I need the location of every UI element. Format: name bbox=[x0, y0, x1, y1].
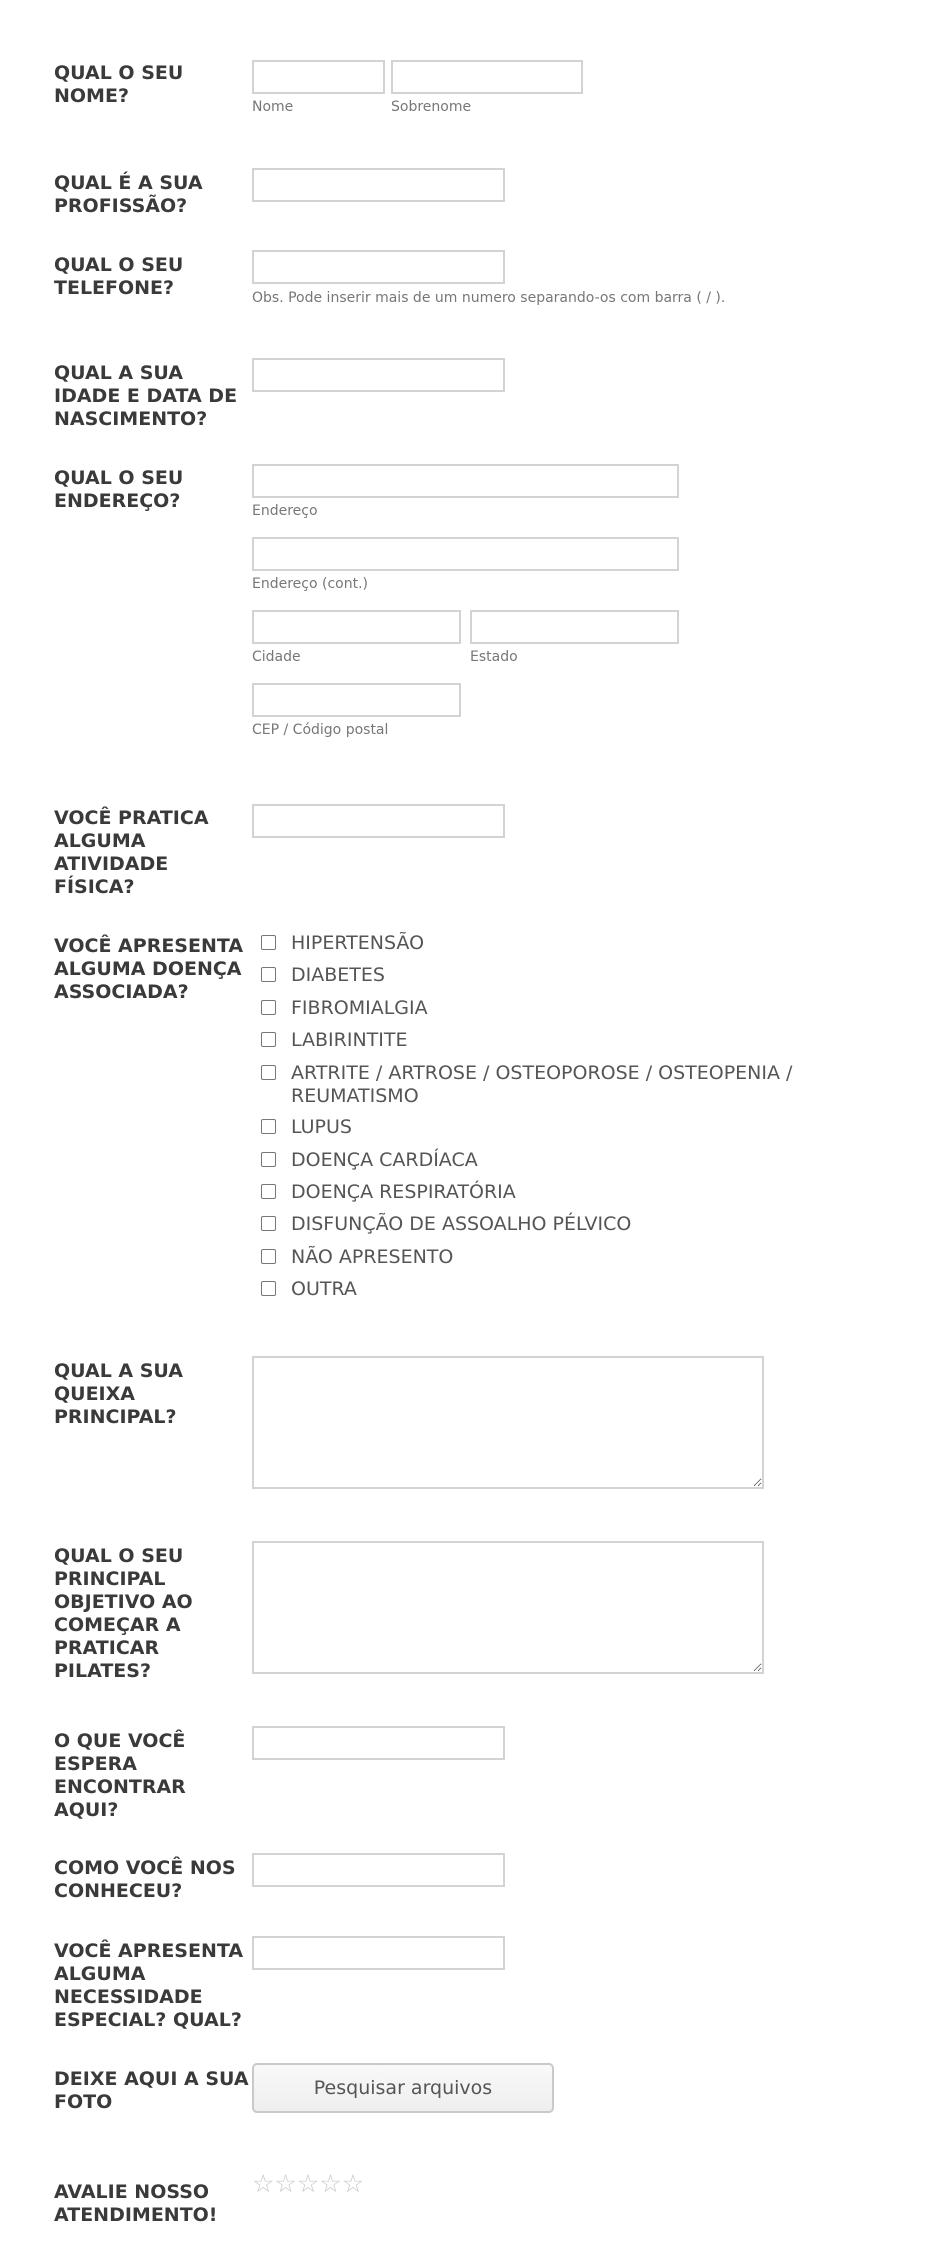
disease-option[interactable] bbox=[261, 1181, 821, 1204]
city-sublabel: Cidade bbox=[252, 649, 301, 665]
disease-option-label: ARTRITE / ARTROSE / OSTEOPOROSE / OSTEOPENIA / REUMATISMO bbox=[291, 1061, 793, 1107]
address-line2-input[interactable] bbox=[252, 537, 679, 571]
rating-stars bbox=[252, 2171, 364, 2196]
disease-checkbox[interactable] bbox=[261, 1216, 276, 1231]
question-nome: QUAL O SEU NOME? bbox=[54, 62, 184, 107]
star-icon[interactable]: ☆ bbox=[319, 2169, 342, 2198]
main-goal-textarea[interactable] bbox=[252, 1541, 764, 1674]
disease-option-label: DIABETES bbox=[291, 964, 385, 987]
disease-option[interactable] bbox=[261, 1116, 821, 1139]
question-profissao: QUAL É A SUA PROFISSÃO? bbox=[54, 172, 203, 217]
disease-option-label: DOENÇA CARDÍACA bbox=[291, 1148, 478, 1171]
zip-input[interactable] bbox=[252, 683, 461, 717]
disease-option[interactable] bbox=[261, 1213, 821, 1236]
question-idade: QUAL A SUA IDADE E DATA DE NASCIMENTO? bbox=[54, 362, 238, 430]
disease-checkbox[interactable] bbox=[261, 1065, 276, 1080]
question-queixa: QUAL A SUA QUEIXA PRINCIPAL? bbox=[54, 1360, 183, 1428]
disease-option-label: FIBROMIALGIA bbox=[291, 996, 428, 1019]
phone-note: Obs. Pode inserir mais de um numero separando-os com barra ( / ). bbox=[252, 290, 726, 306]
disease-option[interactable] bbox=[261, 997, 821, 1020]
question-conheceu: COMO VOCÊ NOS CONHECEU? bbox=[54, 1857, 236, 1902]
disease-option-label: DISFUNÇÃO DE ASSOALHO PÉLVICO bbox=[291, 1213, 632, 1236]
special-need-input[interactable] bbox=[252, 1936, 505, 1970]
disease-checkbox[interactable] bbox=[261, 1249, 276, 1264]
city-input[interactable] bbox=[252, 610, 461, 644]
disease-option[interactable] bbox=[261, 1246, 821, 1269]
disease-option[interactable] bbox=[261, 1278, 821, 1301]
address-line2-sublabel: Endereço (cont.) bbox=[252, 576, 368, 592]
disease-option[interactable] bbox=[261, 932, 821, 955]
disease-option-label: HIPERTENSÃO bbox=[291, 932, 425, 954]
state-sublabel: Estado bbox=[470, 649, 518, 665]
disease-option-label: LUPUS bbox=[291, 1116, 352, 1139]
question-avalie: AVALIE NOSSO ATENDIMENTO! bbox=[54, 2181, 218, 2226]
question-foto: DEIXE AQUI A SUA FOTO bbox=[54, 2068, 249, 2113]
first-name-sublabel: Nome bbox=[252, 99, 294, 115]
last-name-sublabel: Sobrenome bbox=[391, 99, 472, 115]
disease-option[interactable] bbox=[261, 964, 821, 987]
how-found-us-input[interactable] bbox=[252, 1853, 505, 1887]
disease-option-label: NÃO APRESENTO bbox=[291, 1245, 454, 1268]
disease-checkbox[interactable] bbox=[261, 1152, 276, 1167]
question-telefone: QUAL O SEU TELEFONE? bbox=[54, 254, 184, 299]
disease-checkbox[interactable] bbox=[261, 935, 276, 950]
disease-checkbox[interactable] bbox=[261, 1032, 276, 1047]
main-complaint-textarea[interactable] bbox=[252, 1356, 764, 1489]
disease-option[interactable] bbox=[261, 1149, 821, 1172]
state-input[interactable] bbox=[470, 610, 679, 644]
zip-sublabel: CEP / Código postal bbox=[252, 722, 389, 738]
question-objetivo: QUAL O SEU PRINCIPAL OBJETIVO AO COMEÇAR A PRATICAR PILATES? bbox=[54, 1545, 193, 1682]
question-doenca: VOCÊ APRESENTA ALGUMA DOENÇA ASSOCIADA? bbox=[54, 935, 244, 1003]
question-endereco: QUAL O SEU ENDEREÇO? bbox=[54, 467, 184, 512]
disease-option-label: DOENÇA RESPIRATÓRIA bbox=[291, 1180, 516, 1203]
disease-option-label: OUTRA bbox=[291, 1278, 357, 1301]
disease-checkbox[interactable] bbox=[261, 1000, 276, 1015]
disease-option[interactable] bbox=[261, 1062, 821, 1108]
star-icon[interactable]: ☆ bbox=[274, 2169, 297, 2198]
question-espera: O QUE VOCÊ ESPERA ENCONTRAR AQUI? bbox=[54, 1730, 186, 1821]
disease-checkbox[interactable] bbox=[261, 967, 276, 982]
address-line1-sublabel: Endereço bbox=[252, 503, 318, 519]
first-name-input[interactable] bbox=[252, 60, 385, 94]
profession-input[interactable] bbox=[252, 168, 505, 202]
question-atividade: VOCÊ PRATICA ALGUMA ATIVIDADE FÍSICA? bbox=[54, 807, 209, 898]
physical-activity-input[interactable] bbox=[252, 804, 505, 838]
address-line1-input[interactable] bbox=[252, 464, 679, 498]
question-necessidade: VOCÊ APRESENTA ALGUMA NECESSIDADE ESPECIAL? QUAL? bbox=[54, 1940, 244, 2031]
phone-input[interactable] bbox=[252, 250, 505, 284]
star-icon[interactable]: ☆ bbox=[341, 2169, 365, 2198]
star-icon[interactable]: ☆ bbox=[252, 2169, 275, 2198]
age-birthdate-input[interactable] bbox=[252, 358, 505, 392]
browse-files-button[interactable]: Pesquisar arquivos bbox=[252, 2063, 554, 2113]
star-icon[interactable]: ☆ bbox=[296, 2169, 320, 2198]
disease-checkbox[interactable] bbox=[261, 1281, 276, 1296]
disease-option-label: LABIRINTITE bbox=[291, 1029, 408, 1052]
disease-checkbox[interactable] bbox=[261, 1119, 276, 1134]
expectation-input[interactable] bbox=[252, 1726, 505, 1760]
disease-checkbox[interactable] bbox=[261, 1184, 276, 1199]
last-name-input[interactable] bbox=[391, 60, 583, 94]
disease-option[interactable] bbox=[261, 1029, 821, 1052]
